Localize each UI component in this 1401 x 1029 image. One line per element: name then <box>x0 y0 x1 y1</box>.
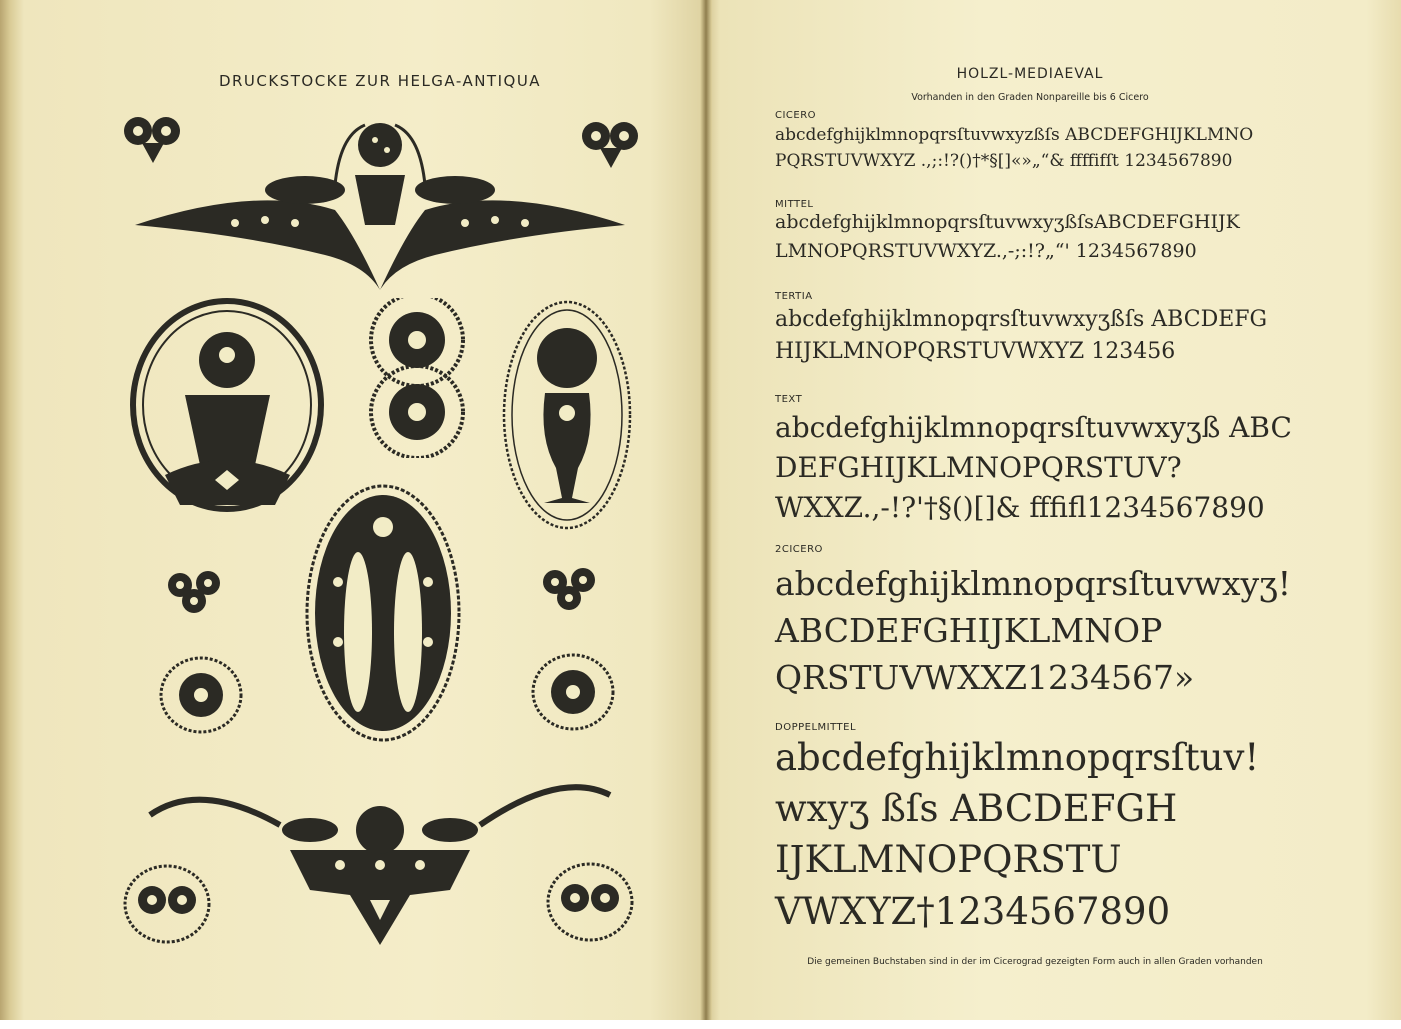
specimen-line: wxyʒ ßſs ABCDEFGH <box>775 787 1178 830</box>
specimen-line: abcdefghijklmnopqrsſtuvwxyʒ! <box>775 564 1291 603</box>
specimen-label-tertia: TERTIA <box>775 291 813 302</box>
urn-oval-ornament <box>500 298 635 533</box>
specimen-line: abcdefghijklmnopqrsſtuvwxyzßſs ABCDEFGHIJKLMNO <box>775 125 1254 145</box>
peacock-basket-headpiece-ornament <box>135 115 625 295</box>
flower-bouquet-mid-right <box>535 562 605 622</box>
rosette-bouquet-top-right <box>580 118 642 170</box>
specimen-line: LMNOPQRSTUVWXYZ.,-;:!?„“' 1234567890 <box>775 240 1197 262</box>
specimen-line: HIJKLMNOPQRSTUVWXYZ 123456 <box>775 339 1176 364</box>
specimen-line: VWXYZ†1234567890 <box>775 890 1171 933</box>
peacock-pair-oval-ornament <box>303 482 463 744</box>
left-page-title: DRUCKSTOCKE ZUR HELGA-ANTIQUA <box>218 72 542 90</box>
specimen-line: DEFGHIJKLMNOPQRSTUV? <box>775 451 1182 484</box>
footer-note: Die gemeinen Buchstaben sind in der im Cicerograd gezeigten Form auch in allen Graden vorhanden <box>807 957 1263 967</box>
specimen-line: IJKLMNOPQRSTU <box>775 838 1122 881</box>
specimen-line: QRSTUVWXXZ1234567» <box>775 658 1195 697</box>
flower-bouquet-mid-left <box>160 565 230 625</box>
specimen-line: WXXZ.,-!?'†§()[]& fffifl1234567890 <box>775 491 1265 524</box>
book-gutter <box>700 0 712 1020</box>
rosette-oval-bottom-right <box>545 860 635 945</box>
rosette-bouquet-top-left <box>122 113 184 165</box>
specimen-line: abcdefghijklmnopqrsſtuvwxyʒß ABC <box>775 411 1292 444</box>
specimen-label-mittel: MITTEL <box>775 199 814 210</box>
rosette-oval-bottom-left <box>122 862 212 947</box>
right-page-subtitle: Vorhanden in den Graden Nonpareille bis 6 Cicero <box>911 92 1149 103</box>
round-rosette-left <box>158 655 244 735</box>
right-page-title: HOLZL-MEDIAEVAL <box>956 66 1104 82</box>
specimen-label-cicero: CICERO <box>775 110 817 121</box>
specimen-label-text: TEXT <box>775 394 803 405</box>
specimen-line: abcdefghijklmnopqrsſtuv! <box>775 736 1260 779</box>
specimen-line: abcdefghijklmnopqrsſtuvwxyʒßſs ABCDEFG <box>775 307 1268 332</box>
specimen-line: ABCDEFGHIJKLMNOP <box>775 611 1163 650</box>
specimen-line: abcdefghijklmnopqrsſtuvwxyʒßſsABCDEFGHIJK <box>775 211 1240 233</box>
specimen-line: PQRSTUVWXYZ .,;:!?()†*§[]«»„“& ffffifſt 1234567890 <box>775 151 1233 171</box>
double-rosette-medallion-ornament <box>364 298 470 458</box>
round-rosette-right <box>530 652 616 732</box>
specimen-label-doppelmittel: DOPPELMITTEL <box>775 722 857 733</box>
flower-basket-oval-ornament <box>125 295 330 520</box>
specimen-label-2cicero: 2CICERO <box>775 544 823 555</box>
